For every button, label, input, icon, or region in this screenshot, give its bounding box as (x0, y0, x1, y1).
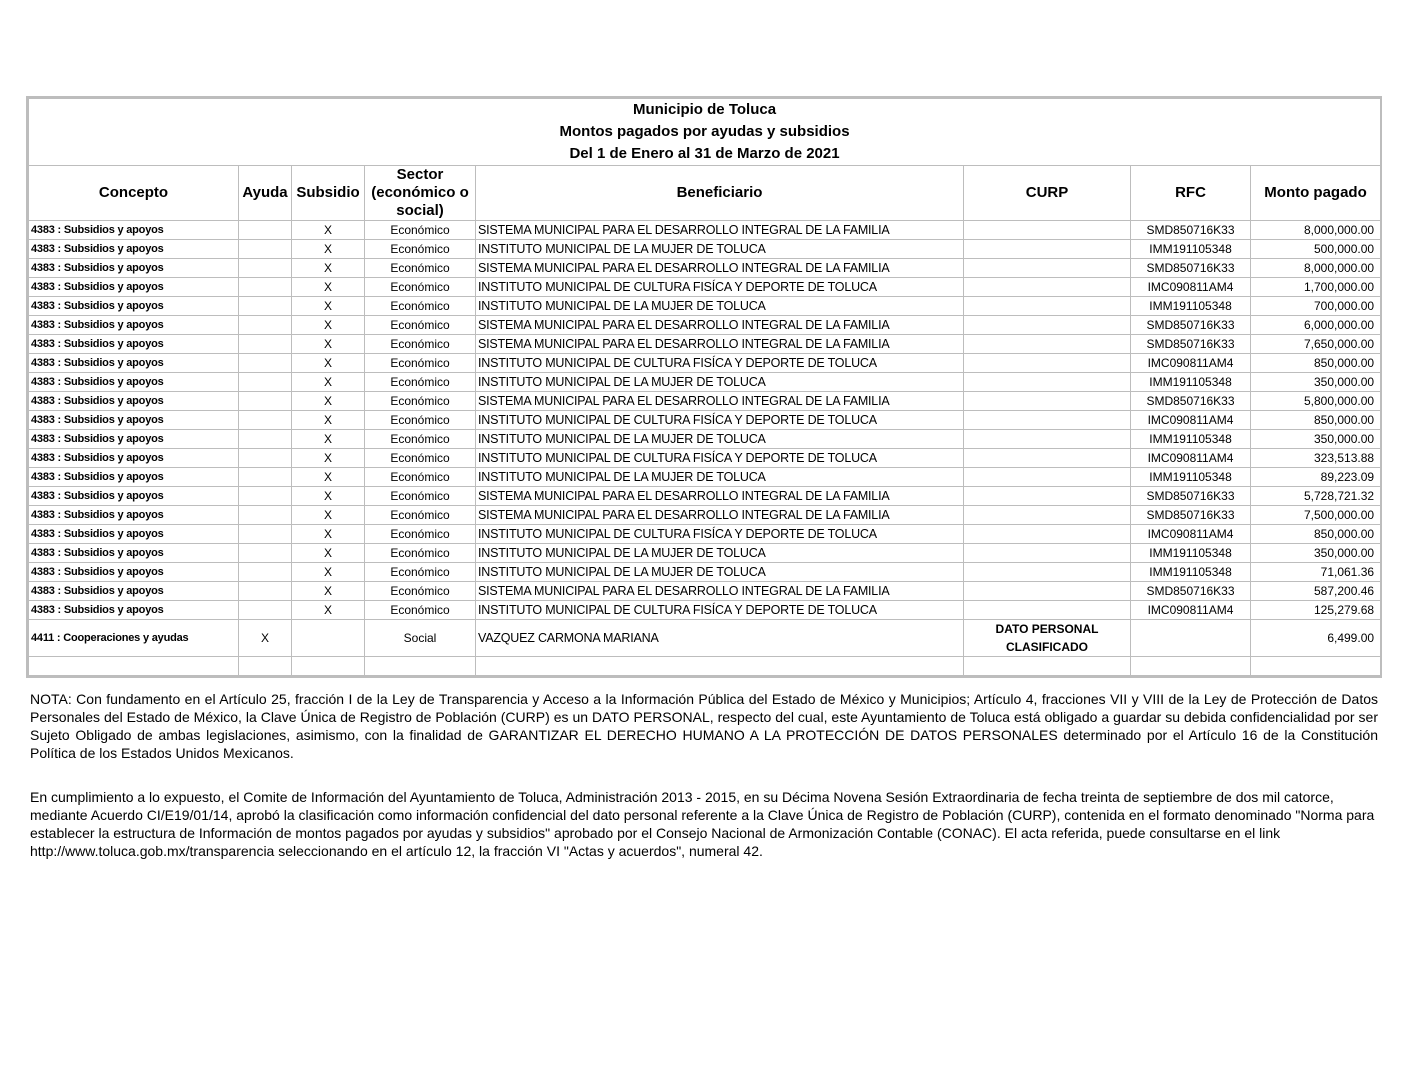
cell-ayuda (239, 354, 292, 373)
cell-concepto: 4383 : Subsidios y apoyos (29, 259, 239, 278)
cell-subsidio: X (292, 544, 365, 563)
cell-concepto: 4383 : Subsidios y apoyos (29, 297, 239, 316)
cell-rfc: SMD850716K33 (1131, 221, 1251, 240)
empty-cell (964, 657, 1131, 676)
table-row (29, 563, 1381, 582)
cell-sector: Social (365, 620, 476, 657)
cell-concepto: 4383 : Subsidios y apoyos (29, 544, 239, 563)
cell-ayuda (239, 373, 292, 392)
empty-cell (365, 657, 476, 676)
cell-beneficiario: INSTITUTO MUNICIPAL DE CULTURA FISÍCA Y DEPORTE DE TOLUCA (476, 278, 964, 297)
cell-concepto: 4383 : Subsidios y apoyos (29, 468, 239, 487)
cell-ayuda (239, 259, 292, 278)
cell-curp (964, 297, 1131, 316)
table-row (29, 316, 1381, 335)
table-row (29, 335, 1381, 354)
empty-cell (29, 657, 239, 676)
table-row-social (29, 620, 1381, 657)
cell-concepto: 4383 : Subsidios y apoyos (29, 487, 239, 506)
cell-beneficiario: INSTITUTO MUNICIPAL DE CULTURA FISÍCA Y DEPORTE DE TOLUCA (476, 525, 964, 544)
cell-curp (964, 221, 1131, 240)
table-row (29, 240, 1381, 259)
cell-beneficiario: INSTITUTO MUNICIPAL DE LA MUJER DE TOLUCA (476, 240, 964, 259)
cell-curp (964, 601, 1131, 620)
cell-curp (964, 354, 1131, 373)
cell-monto: 5,800,000.00 (1251, 392, 1381, 411)
cell-ayuda (239, 240, 292, 259)
header-beneficiario: Beneficiario (476, 166, 964, 221)
cell-rfc: IMM191105348 (1131, 544, 1251, 563)
cell-curp (964, 259, 1131, 278)
table-row (29, 430, 1381, 449)
cell-ayuda (239, 297, 292, 316)
cell-sector: Económico (365, 373, 476, 392)
cell-monto: 587,200.46 (1251, 582, 1381, 601)
cell-monto: 350,000.00 (1251, 373, 1381, 392)
cell-ayuda (239, 316, 292, 335)
cell-sector: Económico (365, 582, 476, 601)
cell-monto: 350,000.00 (1251, 430, 1381, 449)
cell-ayuda: X (239, 620, 292, 657)
cell-sector: Económico (365, 468, 476, 487)
cell-subsidio: X (292, 411, 365, 430)
cell-rfc: IMM191105348 (1131, 468, 1251, 487)
cell-ayuda (239, 392, 292, 411)
cell-curp (964, 506, 1131, 525)
cell-beneficiario: INSTITUTO MUNICIPAL DE CULTURA FISÍCA Y DEPORTE DE TOLUCA (476, 354, 964, 373)
cell-subsidio: X (292, 601, 365, 620)
table-row (29, 354, 1381, 373)
cell-sector: Económico (365, 506, 476, 525)
cell-rfc: SMD850716K33 (1131, 392, 1251, 411)
cell-rfc: SMD850716K33 (1131, 259, 1251, 278)
cell-monto: 350,000.00 (1251, 544, 1381, 563)
cell-curp (964, 373, 1131, 392)
cell-rfc: IMC090811AM4 (1131, 354, 1251, 373)
cell-curp: DATO PERSONAL CLASIFICADO (964, 620, 1131, 657)
cell-sector: Económico (365, 544, 476, 563)
cell-beneficiario: INSTITUTO MUNICIPAL DE LA MUJER DE TOLUCA (476, 297, 964, 316)
cell-monto: 5,728,721.32 (1251, 487, 1381, 506)
cell-ayuda (239, 563, 292, 582)
cell-concepto: 4383 : Subsidios y apoyos (29, 449, 239, 468)
cell-subsidio: X (292, 278, 365, 297)
cell-concepto: 4383 : Subsidios y apoyos (29, 601, 239, 620)
empty-row (29, 657, 1381, 676)
cell-sector: Económico (365, 601, 476, 620)
cell-concepto: 4383 : Subsidios y apoyos (29, 525, 239, 544)
cell-concepto: 4383 : Subsidios y apoyos (29, 278, 239, 297)
cell-rfc: IMM191105348 (1131, 563, 1251, 582)
cell-concepto: 4383 : Subsidios y apoyos (29, 506, 239, 525)
table-row (29, 373, 1381, 392)
table-row (29, 221, 1381, 240)
cell-concepto: 4383 : Subsidios y apoyos (29, 373, 239, 392)
cell-subsidio: X (292, 525, 365, 544)
table-row (29, 297, 1381, 316)
title-line-3: Del 1 de Enero al 31 de Marzo de 2021 (569, 145, 840, 162)
cell-ayuda (239, 411, 292, 430)
cell-curp (964, 582, 1131, 601)
cell-subsidio: X (292, 316, 365, 335)
cell-ayuda (239, 487, 292, 506)
cell-sector: Económico (365, 430, 476, 449)
cell-sector: Económico (365, 392, 476, 411)
cell-beneficiario: INSTITUTO MUNICIPAL DE CULTURA FISÍCA Y DEPORTE DE TOLUCA (476, 449, 964, 468)
table-row (29, 544, 1381, 563)
cell-beneficiario: SISTEMA MUNICIPAL PARA EL DESARROLLO INTEGRAL DE LA FAMILIA (476, 392, 964, 411)
table-row (29, 411, 1381, 430)
cell-subsidio: X (292, 335, 365, 354)
cell-sector: Económico (365, 449, 476, 468)
cell-subsidio: X (292, 392, 365, 411)
cell-concepto: 4383 : Subsidios y apoyos (29, 354, 239, 373)
cell-beneficiario: INSTITUTO MUNICIPAL DE LA MUJER DE TOLUCA (476, 563, 964, 582)
cell-rfc: SMD850716K33 (1131, 487, 1251, 506)
cell-beneficiario: INSTITUTO MUNICIPAL DE LA MUJER DE TOLUCA (476, 544, 964, 563)
cell-monto: 7,500,000.00 (1251, 506, 1381, 525)
cell-ayuda (239, 601, 292, 620)
cell-subsidio: X (292, 582, 365, 601)
header-sector: Sector (económico o social) (365, 166, 476, 221)
header-curp: CURP (964, 166, 1131, 221)
cell-monto: 71,061.36 (1251, 563, 1381, 582)
cell-monto: 1,700,000.00 (1251, 278, 1381, 297)
subsidies-table (28, 98, 1381, 676)
cell-curp (964, 430, 1131, 449)
cell-beneficiario: INSTITUTO MUNICIPAL DE LA MUJER DE TOLUCA (476, 373, 964, 392)
cell-concepto: 4383 : Subsidios y apoyos (29, 221, 239, 240)
cell-curp (964, 411, 1131, 430)
cell-sector: Económico (365, 354, 476, 373)
cell-sector: Económico (365, 316, 476, 335)
cell-concepto: 4383 : Subsidios y apoyos (29, 240, 239, 259)
cell-rfc: IMC090811AM4 (1131, 601, 1251, 620)
cell-monto: 6,000,000.00 (1251, 316, 1381, 335)
cell-beneficiario: SISTEMA MUNICIPAL PARA EL DESARROLLO INTEGRAL DE LA FAMILIA (476, 221, 964, 240)
empty-cell (476, 657, 964, 676)
cell-concepto: 4383 : Subsidios y apoyos (29, 582, 239, 601)
header-monto: Monto pagado (1251, 166, 1381, 221)
cell-rfc: SMD850716K33 (1131, 582, 1251, 601)
cell-monto: 323,513.88 (1251, 449, 1381, 468)
cell-beneficiario: INSTITUTO MUNICIPAL DE LA MUJER DE TOLUCA (476, 468, 964, 487)
cell-subsidio: X (292, 297, 365, 316)
cell-subsidio: X (292, 449, 365, 468)
empty-cell (1251, 657, 1381, 676)
cell-curp (964, 335, 1131, 354)
cell-curp (964, 487, 1131, 506)
cell-rfc: SMD850716K33 (1131, 506, 1251, 525)
cell-curp (964, 392, 1131, 411)
cell-concepto: 4383 : Subsidios y apoyos (29, 411, 239, 430)
cell-rfc: SMD850716K33 (1131, 316, 1251, 335)
table-row (29, 525, 1381, 544)
cell-sector: Económico (365, 525, 476, 544)
empty-cell (292, 657, 365, 676)
cell-curp (964, 316, 1131, 335)
cell-sector: Económico (365, 278, 476, 297)
cell-beneficiario: SISTEMA MUNICIPAL PARA EL DESARROLLO INTEGRAL DE LA FAMILIA (476, 487, 964, 506)
cell-curp (964, 449, 1131, 468)
cell-sector: Económico (365, 335, 476, 354)
cell-monto: 850,000.00 (1251, 525, 1381, 544)
note-paragraph: NOTA: Con fundamento en el Artículo 25, fracción I de la Ley de Transparencia y Acceso a la Información Pública del Estado de México y Municipios; Artículo 4, fracciones VII y VIII de la Ley de Protección de Datos Personales del Estado de México, la Clave Única de Registro de Población (CURP) es un DATO PERSONAL, respecto del cual, este Ayuntamiento de Toluca está obligado a guardar su debida confidencialidad por ser Sujeto Obligado de ambas legislaciones, asimismo, con la finalidad de GARANTIZAR EL DERECHO HUMANO A LA PROTECCIÓN DE DATOS PERSONALES determinado por el Artículo 16 de la Constitución Política de los Estados Unidos Mexicanos. (30, 691, 1378, 761)
cell-curp (964, 240, 1131, 259)
cell-beneficiario: SISTEMA MUNICIPAL PARA EL DESARROLLO INTEGRAL DE LA FAMILIA (476, 259, 964, 278)
cell-ayuda (239, 468, 292, 487)
cell-subsidio: X (292, 563, 365, 582)
cell-monto: 125,279.68 (1251, 601, 1381, 620)
table-row (29, 259, 1381, 278)
table-row (29, 601, 1381, 620)
cell-rfc: IMM191105348 (1131, 430, 1251, 449)
cell-subsidio (292, 620, 365, 657)
header-ayuda: Ayuda (239, 166, 292, 221)
cell-concepto: 4383 : Subsidios y apoyos (29, 430, 239, 449)
cell-rfc: IMC090811AM4 (1131, 525, 1251, 544)
header-concepto: Concepto (29, 166, 239, 221)
header-row (29, 166, 1381, 221)
cell-ayuda (239, 525, 292, 544)
header-rfc: RFC (1131, 166, 1251, 221)
cell-sector: Económico (365, 221, 476, 240)
cell-sector: Económico (365, 297, 476, 316)
cell-monto: 8,000,000.00 (1251, 259, 1381, 278)
cell-subsidio: X (292, 468, 365, 487)
cell-rfc: IMC090811AM4 (1131, 278, 1251, 297)
cell-concepto: 4411 : Cooperaciones y ayudas (29, 620, 239, 657)
cell-monto: 8,000,000.00 (1251, 221, 1381, 240)
cell-ayuda (239, 430, 292, 449)
cell-rfc (1131, 620, 1251, 657)
cell-monto: 7,650,000.00 (1251, 335, 1381, 354)
cell-rfc: IMM191105348 (1131, 297, 1251, 316)
cell-sector: Económico (365, 259, 476, 278)
cell-monto: 700,000.00 (1251, 297, 1381, 316)
cell-beneficiario: INSTITUTO MUNICIPAL DE CULTURA FISÍCA Y DEPORTE DE TOLUCA (476, 411, 964, 430)
cell-rfc: IMM191105348 (1131, 240, 1251, 259)
cell-sector: Económico (365, 411, 476, 430)
cell-concepto: 4383 : Subsidios y apoyos (29, 316, 239, 335)
table-row (29, 506, 1381, 525)
cell-rfc: IMC090811AM4 (1131, 411, 1251, 430)
compliance-paragraph: En cumplimiento a lo expuesto, el Comite de Información del Ayuntamiento de Toluca, Administración 2013 - 2015, en su Décima Novena Sesión Extraordinaria de fecha treinta de septiembre de dos mil catorce, mediante Acuerdo CI/E19/01/14, aprobó la clasificación como información confidencial del dato personal referente a la Clave Única de Registro de Población (CURP), contenida en el formato denominado "Norma para establecer la estructura de Información de montos pagados por ayudas y subsidios" aprobado por el Consejo Nacional de Armonización Contable (CONAC). El acta referida, puede consultarse en el link http://www.toluca.gob.mx/transparencia seleccionando en el artículo 12, la fracción VI "Actas y acuerdos", numeral 42. (30, 789, 1375, 859)
cell-monto: 850,000.00 (1251, 411, 1381, 430)
cell-curp (964, 563, 1131, 582)
empty-cell (1131, 657, 1251, 676)
cell-monto: 500,000.00 (1251, 240, 1381, 259)
cell-beneficiario: SISTEMA MUNICIPAL PARA EL DESARROLLO INTEGRAL DE LA FAMILIA (476, 506, 964, 525)
cell-beneficiario: SISTEMA MUNICIPAL PARA EL DESARROLLO INTEGRAL DE LA FAMILIA (476, 582, 964, 601)
title-row (29, 99, 1381, 166)
cell-concepto: 4383 : Subsidios y apoyos (29, 335, 239, 354)
cell-subsidio: X (292, 259, 365, 278)
cell-subsidio: X (292, 430, 365, 449)
title-line-2: Montos pagados por ayudas y subsidios (559, 123, 850, 140)
empty-cell (239, 657, 292, 676)
cell-subsidio: X (292, 487, 365, 506)
cell-sector: Económico (365, 487, 476, 506)
table-row (29, 468, 1381, 487)
cell-sector: Económico (365, 563, 476, 582)
cell-rfc: IMC090811AM4 (1131, 449, 1251, 468)
cell-curp (964, 544, 1131, 563)
header-subsidio: Subsidio (292, 166, 365, 221)
title-line-1: Municipio de Toluca (632, 101, 777, 118)
cell-ayuda (239, 449, 292, 468)
cell-curp (964, 278, 1131, 297)
cell-ayuda (239, 278, 292, 297)
cell-curp (964, 525, 1131, 544)
cell-ayuda (239, 544, 292, 563)
cell-subsidio: X (292, 221, 365, 240)
table-row (29, 582, 1381, 601)
subsidies-table-frame (26, 96, 1382, 678)
cell-subsidio: X (292, 240, 365, 259)
cell-ayuda (239, 582, 292, 601)
table-row (29, 392, 1381, 411)
cell-concepto: 4383 : Subsidios y apoyos (29, 563, 239, 582)
cell-subsidio: X (292, 354, 365, 373)
cell-rfc: SMD850716K33 (1131, 335, 1251, 354)
cell-ayuda (239, 506, 292, 525)
cell-monto: 89,223.09 (1251, 468, 1381, 487)
table-row (29, 487, 1381, 506)
table-title (29, 99, 1381, 166)
cell-curp (964, 468, 1131, 487)
cell-monto: 850,000.00 (1251, 354, 1381, 373)
cell-sector: Económico (365, 240, 476, 259)
cell-beneficiario: INSTITUTO MUNICIPAL DE LA MUJER DE TOLUCA (476, 430, 964, 449)
cell-subsidio: X (292, 506, 365, 525)
cell-concepto: 4383 : Subsidios y apoyos (29, 392, 239, 411)
cell-ayuda (239, 221, 292, 240)
cell-beneficiario: SISTEMA MUNICIPAL PARA EL DESARROLLO INTEGRAL DE LA FAMILIA (476, 335, 964, 354)
cell-subsidio: X (292, 373, 365, 392)
table-row (29, 449, 1381, 468)
cell-beneficiario: VAZQUEZ CARMONA MARIANA (476, 620, 964, 657)
cell-monto: 6,499.00 (1251, 620, 1381, 657)
cell-beneficiario: SISTEMA MUNICIPAL PARA EL DESARROLLO INTEGRAL DE LA FAMILIA (476, 316, 964, 335)
cell-beneficiario: INSTITUTO MUNICIPAL DE CULTURA FISÍCA Y DEPORTE DE TOLUCA (476, 601, 964, 620)
table-row (29, 278, 1381, 297)
cell-rfc: IMM191105348 (1131, 373, 1251, 392)
cell-ayuda (239, 335, 292, 354)
